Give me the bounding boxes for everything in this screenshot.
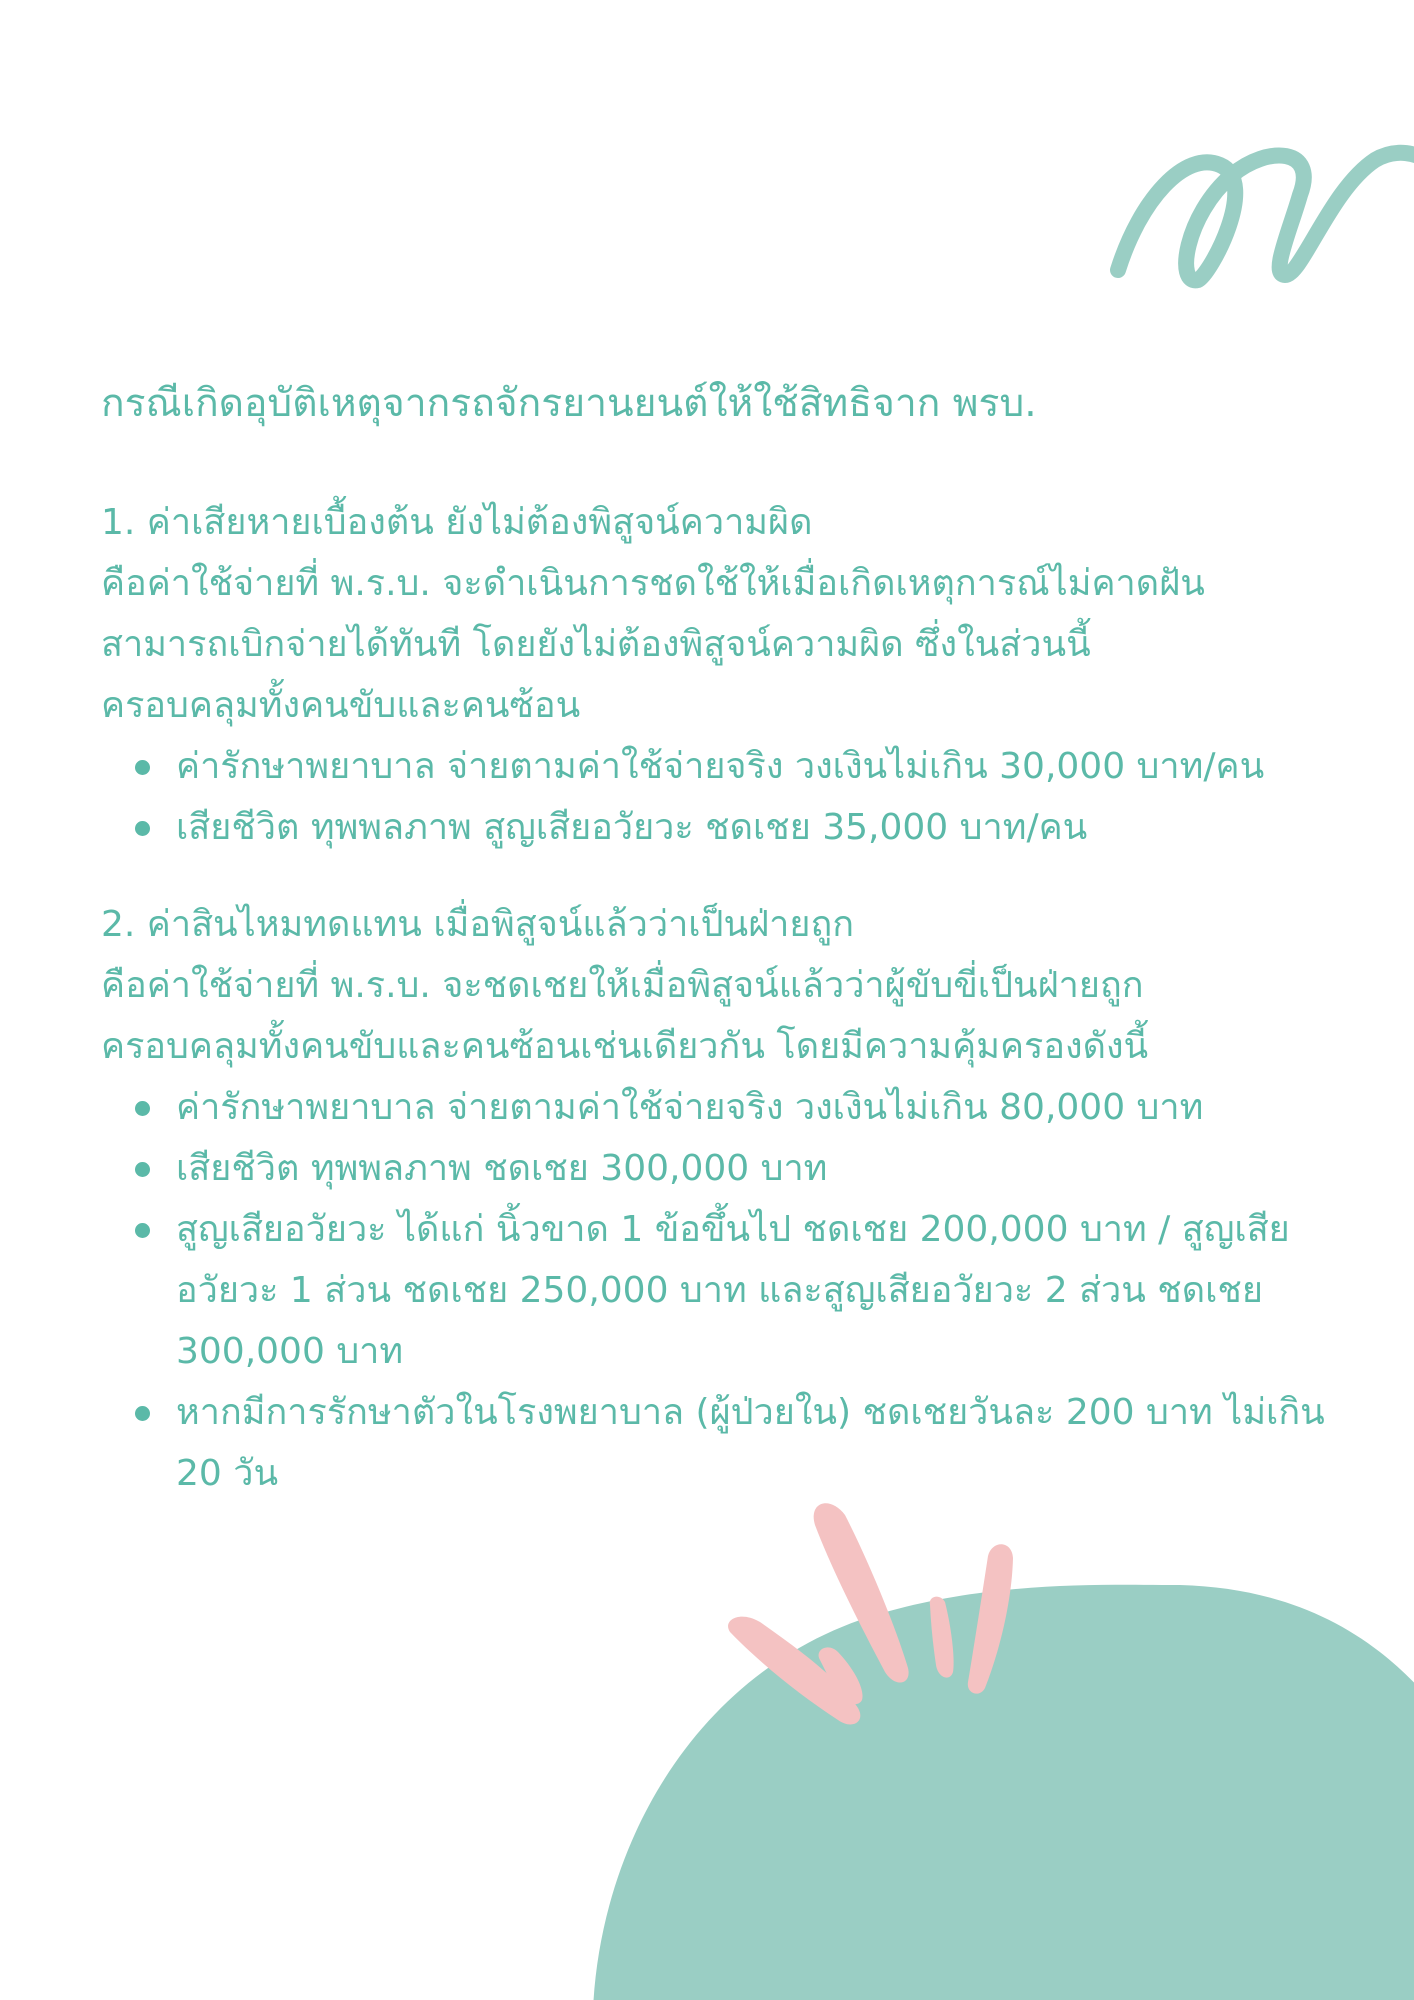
teal-squiggle-decoration bbox=[1118, 153, 1414, 281]
teal-blob-decoration bbox=[593, 1585, 1414, 2000]
section-description bbox=[101, 955, 1361, 1077]
section-title: 2. ค่าสินไหมทดแทน เมื่อพิสูจน์แล้วว่าเป็นฝ่ายถูก bbox=[101, 904, 855, 945]
description-line: คือค่าใช้จ่ายที่ พ.ร.บ. จะดำเนินการชดใช้ให้เมื่อเกิดเหตุการณ์ไม่คาดฝัน bbox=[101, 563, 1205, 604]
coverage-item: หากมีการรักษาตัวในโรงพยาบาล (ผู้ป่วยใน) ชดเชยวันละ 200 บาท ไม่เกิน 20 วัน bbox=[176, 1382, 1361, 1504]
coverage-item: เสียชีวิต ทุพพลภาพ ชดเชย 300,000 บาท bbox=[176, 1138, 1361, 1199]
section-compensation bbox=[101, 894, 1361, 1504]
section-initial-damages bbox=[101, 492, 1361, 858]
main-content bbox=[101, 372, 1361, 1540]
description-line: ครอบคลุมทั้งคนขับและคนซ้อนเช่นเดียวกัน โดยมีความคุ้มครองดังนี้ bbox=[101, 1026, 1149, 1067]
coverage-item: ค่ารักษาพยาบาล จ่ายตามค่าใช้จ่ายจริง วงเงินไม่เกิน 80,000 บาท bbox=[176, 1077, 1361, 1138]
page-heading: กรณีเกิดอุบัติเหตุจากรถจักรยานยนต์ให้ใช้สิทธิจาก พรบ. bbox=[101, 381, 1037, 426]
section-description bbox=[101, 553, 1361, 736]
description-line: สามารถเบิกจ่ายได้ทันที โดยยังไม่ต้องพิสูจน์ความผิด ซึ่งในส่วนนี้ bbox=[101, 624, 1091, 665]
coverage-list bbox=[101, 736, 1361, 858]
section-title: 1. ค่าเสียหายเบื้องต้น ยังไม่ต้องพิสูจน์ความผิด bbox=[101, 502, 813, 543]
coverage-item: เสียชีวิต ทุพพลภาพ สูญเสียอวัยวะ ชดเชย 35,000 บาท/คน bbox=[176, 797, 1361, 858]
coverage-list bbox=[101, 1077, 1361, 1504]
description-line: คือค่าใช้จ่ายที่ พ.ร.บ. จะชดเชยให้เมื่อพิสูจน์แล้วว่าผู้ขับขี่เป็นฝ่ายถูก bbox=[101, 965, 1144, 1006]
description-line: ครอบคลุมทั้งคนขับและคนซ้อน bbox=[101, 685, 581, 726]
coverage-item: ค่ารักษาพยาบาล จ่ายตามค่าใช้จ่ายจริง วงเงินไม่เกิน 30,000 บาท/คน bbox=[176, 736, 1361, 797]
coverage-item: สูญเสียอวัยวะ ได้แก่ นิ้วขาด 1 ข้อขึ้นไป ชดเชย 200,000 บาท / สูญเสียอวัยวะ 1 ส่วน ชดเชย 250,000 บาท และสูญเสียอวัยวะ 2 ส่วน ชดเชย 300,000 บาท bbox=[176, 1199, 1361, 1382]
